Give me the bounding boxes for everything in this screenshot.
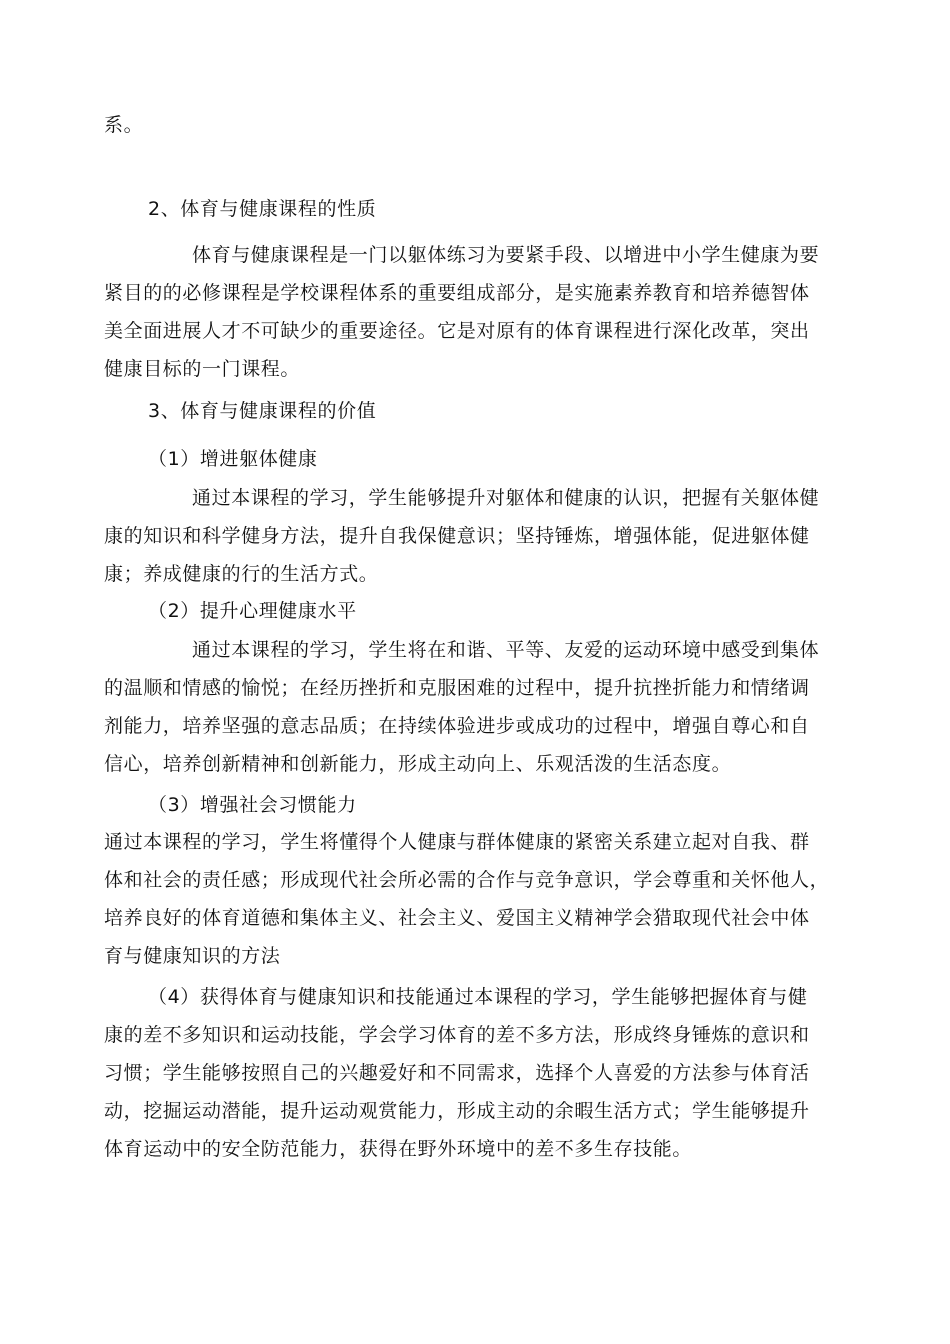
text-line: 育与健康知识的方法 xyxy=(104,945,281,967)
text-line: 体和社会的责任感；形成现代社会所必需的合作与竞争意识，学会尊重和关怀他人， xyxy=(104,869,830,891)
text-line: 体育与健康课程是一门以躯体练习为要紧手段、以增进中小学生健康为要 xyxy=(192,244,820,266)
text-line: 的温顺和情感的愉悦；在经历挫折和克服困难的过程中，提升抗挫折能力和情绪调 xyxy=(104,677,810,699)
text-line: 紧目的的必修课程是学校课程体系的重要组成部分，是实施素养教育和培养德智体 xyxy=(104,282,810,304)
text-line: 习惯；学生能够按照自己的兴趣爱好和不同需求，选择个人喜爱的方法参与体育活 xyxy=(104,1062,810,1084)
text-line: 康的差不多知识和运动技能，学会学习体育的差不多方法，形成终身锤炼的意识和 xyxy=(104,1024,810,1046)
text-line: 剂能力，培养坚强的意志品质；在持续体验进步或成功的过程中，增强自尊心和自 xyxy=(104,715,810,737)
text-line: 体育运动中的安全防范能力，获得在野外环境中的差不多生存技能。 xyxy=(104,1138,693,1160)
subsection-heading: （3）增强社会习惯能力 xyxy=(148,794,357,816)
subsection-heading: （1）增进躯体健康 xyxy=(148,448,318,470)
text-line: 动，挖掘运动潜能，提升运动观赏能力，形成主动的余暇生活方式；学生能够提升 xyxy=(104,1100,810,1122)
text-line: 通过本课程的学习，学生将在和谐、平等、友爱的运动环境中感受到集体 xyxy=(192,639,820,661)
section-heading: 2、体育与健康课程的性质 xyxy=(148,198,377,220)
subsection-heading: （4）获得体育与健康知识和技能通过本课程的学习，学生能够把握体育与健 xyxy=(148,986,808,1008)
text-line: 系。 xyxy=(104,114,144,136)
text-line: 健康目标的一门课程。 xyxy=(104,358,301,380)
text-line: 通过本课程的学习，学生能够提升对躯体和健康的认识，把握有关躯体健 xyxy=(192,487,820,509)
text-line: 康；养成健康的行的生活方式。 xyxy=(104,563,379,585)
text-line: 美全面进展人才不可缺少的重要途径。它是对原有的体育课程进行深化改革，突出 xyxy=(104,320,810,342)
text-line: 康的知识和科学健身方法，提升自我保健意识；坚持锤炼，增强体能，促进躯体健 xyxy=(104,525,810,547)
text-line: 培养良好的体育道德和集体主义、社会主义、爱国主义精神学会猎取现代社会中体 xyxy=(104,907,810,929)
section-heading: 3、体育与健康课程的价值 xyxy=(148,400,377,422)
subsection-heading: （2）提升心理健康水平 xyxy=(148,600,357,622)
text-line: 通过本课程的学习，学生将懂得个人健康与群体健康的紧密关系建立起对自我、群 xyxy=(104,831,810,853)
text-line: 信心，培养创新精神和创新能力，形成主动向上、乐观活泼的生活态度。 xyxy=(104,753,732,775)
